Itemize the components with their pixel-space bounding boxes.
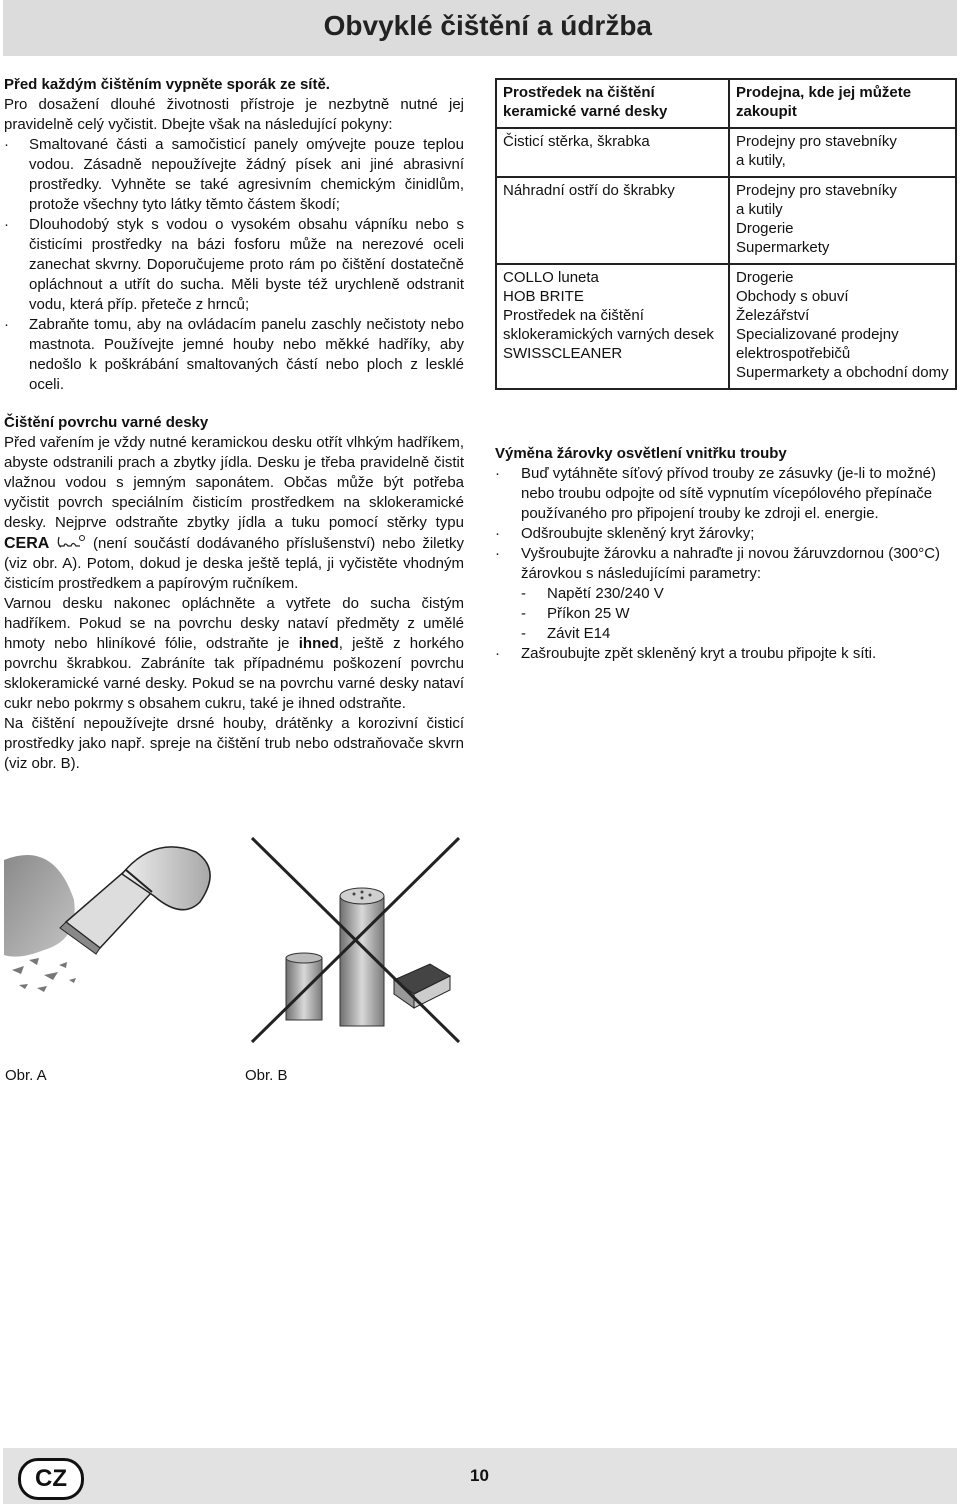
table-header: Prodejna, kde jej můžete zakoupit [729,79,956,128]
paragraph-text: Před vařením je vždy nutné keramickou desku otřít vlhkým hadříkem, abyste odstranili prach a zbytky jídla. Desku je třeba pravidelně čistit vlažnou vodou s jemným saponátem. Občas může být potřeba vyčistit povrch speciálním čisticím prostředkem na sklokeramické desky. Nejprve odstraňte zbytky jídla a tuku pomocí stěrky typu [4,434,464,531]
scraper-illustration [4,830,234,1055]
list-item: · Vyšroubujte žárovku a nahraďte ji novou žáruvzdornou (300°C) žárovkou s následujícími parametry: [495,544,957,584]
param-item: - Příkon 25 W [495,604,957,624]
table-header: Prostředek na čištění keramické varné desky [496,79,729,128]
paragraph [4,594,464,714]
cleaners-table [495,78,957,390]
table-cell: Náhradní ostří do škrabky [496,177,729,264]
page-number: 10 [470,1466,489,1485]
paragraph-text: (není součástí dodávaného příslušenství) nebo žiletky (viz obr. A). Potom, dokud je deska ještě teplá, ji vyčistěte vhodným čisticím prostředkem a papírovým ručníkem. [4,535,464,592]
prohibited-cleaners-illustration [244,830,469,1050]
list-item: · Zabraňte tomu, aby na ovládacím panelu zaschly nečistoty nebo mastnota. Používejte jemné houby nebo měkké hadříky, aby nedošlo k poškrábání smaltovaných částí nebo ploch z lesklé oceli. [4,315,464,395]
cera-scraper-logo-icon [56,533,86,551]
list-item: · Buď vytáhněte síťový přívod trouby ze zásuvky (je-li to možné) nebo troubu odpojte od sítě vypnutím vícepólového přepínače používaného pro připojení trouby ke zdroji el. energie. [495,464,957,524]
paragraph [4,433,464,594]
section-title: Čištění povrchu varné desky [4,414,209,431]
language-badge: CZ [18,1458,84,1500]
figure-b-caption: Obr. B [245,1067,288,1084]
cera-label: CERA [4,535,50,552]
table-cell: COLLO luneta HOB BRITE Prostředek na čištění sklokeramických varných desek SWISSCLEANER [496,264,729,389]
paragraph: Na čištění nepoužívejte drsné houby, drátěnky a korozivní čisticí prostředky jako např. spreje na čištění trub nebo odstraňovače skvrn (viz obr. B). [4,715,464,772]
page-title: Obvyklé čištění a údržba [323,10,652,41]
table-row [496,264,956,389]
header-bar [3,0,957,56]
list-item: · Odšroubujte skleněný kryt žárovky; [495,524,957,544]
section-title: Výměna žárovky osvětlení vnitřku trouby [495,445,787,462]
paragraph-text: Varnou desku nakonec opláchněte a vytřete do sucha čistým hadříkem. Pokud se na povrchu desky nataví předměty z umělé hmoty nebo hliníkové fólie, odstraňte je [4,595,464,652]
table-cell: Prodejny pro stavebníky a kutily, [729,128,956,177]
list-item: · Dlouhodobý styk s vodou o vysokém obsahu vápníku nebo s čisticími prostředky na bázi fosforu může na nerezové oceli zanechat skvrny. Doporučujeme proto rám po čištění dostatečně opláchnout a utřít do sucha. Měli byste též urychleně odstranit vodu, která příp. přeteče z hrnců; [4,215,464,315]
param-item: - Závit E14 [495,624,957,644]
emphasis-text: ihned [298,635,339,652]
list-item: · Smaltované části a samočisticí panely omývejte pouze teplou vodou. Zásadně nepoužívejte žádný písek ani jiné abrasivní prostředky. Vyhněte se také agresivním chemickým činidlům, protože všechny tyto látky těmto částem škodí; [4,135,464,215]
intro-warning: Před každým čištěním vypněte sporák ze sítě. [4,76,330,93]
table-header-row [496,79,956,128]
intro-text: Pro dosažení dlouhé životnosti přístroje je nezbytně nutné jej pravidelně celý vyčistit. Dbejte však na následující pokyny: [4,96,464,133]
param-item: - Napětí 230/240 V [495,584,957,604]
left-column [4,75,464,774]
table-cell: Čisticí stěrka, škrabka [496,128,729,177]
table-row [496,128,956,177]
table-cell: Prodejny pro stavebníky a kutily Drogerie Supermarkety [729,177,956,264]
list-item: · Zašroubujte zpět skleněný kryt a troubu připojte k síti. [495,644,957,664]
table-row [496,177,956,264]
table-cell: Drogerie Obchody s obuví Železářství Specializované prodejny elektrospotřebičů Supermarkety a obchodní domy [729,264,956,389]
paragraph-text: , ještě z horkého povrchu škrabkou. Zabráníte tak případnému poškození povrchu sklokeramické varné desky. Pokud se na povrchu varné desky nataví cukr nebo pokrmy s obsahem cukru, také je ihned odstraňte. [4,635,465,712]
right-column [495,444,957,664]
figure-a-caption: Obr. A [5,1067,47,1084]
